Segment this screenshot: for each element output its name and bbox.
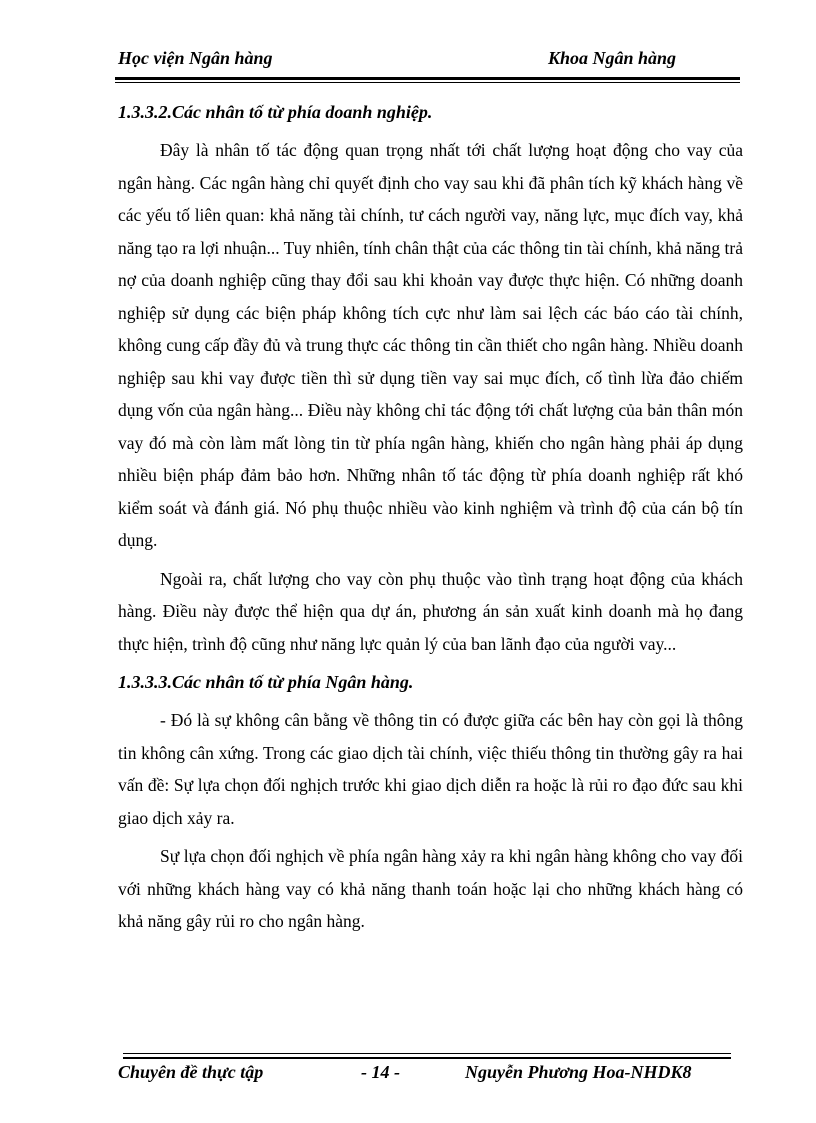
paragraph: Sự lựa chọn đối nghịch về phía ngân hàng xảy ra khi ngân hàng không cho vay đối với những khách hàng vay có khả năng thanh toán hoặc lại cho những khách hàng có khả năng gây rủi ro cho ngân hàng. <box>118 846 743 931</box>
page-number: - 14 - <box>361 1062 400 1082</box>
section-heading: 1.3.3.2.Các nhân tố từ phía doanh nghiệp. <box>118 102 433 122</box>
section-heading: 1.3.3.3.Các nhân tố từ phía Ngân hàng. <box>118 672 414 692</box>
paragraph: - Đó là sự không cân bằng về thông tin có được giữa các bên hay còn gọi là thông tin không cân xứng. Trong các giao dịch tài chính, việc thiếu thông tin thường gây ra hai vấn đề: Sự lựa chọn đối nghịch trước khi giao dịch diễn ra hoặc là rủi ro đạo đức sau khi giao dịch xảy ra. <box>118 710 743 828</box>
footer-doc-type: Chuyên đề thực tập <box>118 1062 264 1082</box>
header-institution: Học viện Ngân hàng <box>118 48 273 68</box>
header-rule-thin <box>115 82 740 83</box>
page-footer <box>118 1062 738 1088</box>
footer-rule-thick <box>123 1057 731 1059</box>
page-header <box>118 48 738 74</box>
page-body <box>118 96 743 944</box>
footer-author: Nguyễn Phương Hoa-NHDK8 <box>465 1062 692 1082</box>
header-rule-thick <box>115 77 740 80</box>
header-faculty: Khoa Ngân hàng <box>548 48 677 68</box>
paragraph: Đây là nhân tố tác động quan trọng nhất tới chất lượng hoạt động cho vay của ngân hàng. Các ngân hàng chỉ quyết định cho vay sau khi đã phân tích kỹ khách hàng về các yếu tố liên quan: khả năng tài chính, tư cách người vay, năng lực, mục đích vay, khả năng tạo ra lợi nhuận... Tuy nhiên, tính chân thật của các thông tin tài chính, khả năng trả nợ của doanh nghiệp cũng thay đổi sau khi khoản vay được thực hiện. Có những doanh nghiệp sử dụng các biện pháp không tích cực như làm sai lệch các báo cáo tài chính, không cung cấp đầy đủ và trung thực các thông tin cần thiết cho ngân hàng. Nhiều doanh nghiệp sau khi vay được tiền thì sử dụng tiền vay sai mục đích, cố tình lừa đảo chiếm dụng vốn của ngân hàng... Điều này không chỉ tác động tới chất lượng của bản thân món vay đó mà còn làm mất lòng tin từ phía ngân hàng, khiến cho ngân hàng phải áp dụng nhiều biện pháp đảm bảo hơn. Những nhân tố tác động từ phía doanh nghiệp rất khó kiểm soát và đánh giá. Nó phụ thuộc nhiều vào kinh nghiệm và trình độ của cán bộ tín dụng. <box>118 140 743 550</box>
paragraph: Ngoài ra, chất lượng cho vay còn phụ thuộc vào tình trạng hoạt động của khách hàng. Điều này được thể hiện qua dự án, phương án sản xuất kinh doanh mà họ đang thực hiện, trình độ cũng như năng lực quản lý của ban lãnh đạo của người vay... <box>118 568 743 654</box>
footer-rule-thin <box>123 1053 731 1054</box>
